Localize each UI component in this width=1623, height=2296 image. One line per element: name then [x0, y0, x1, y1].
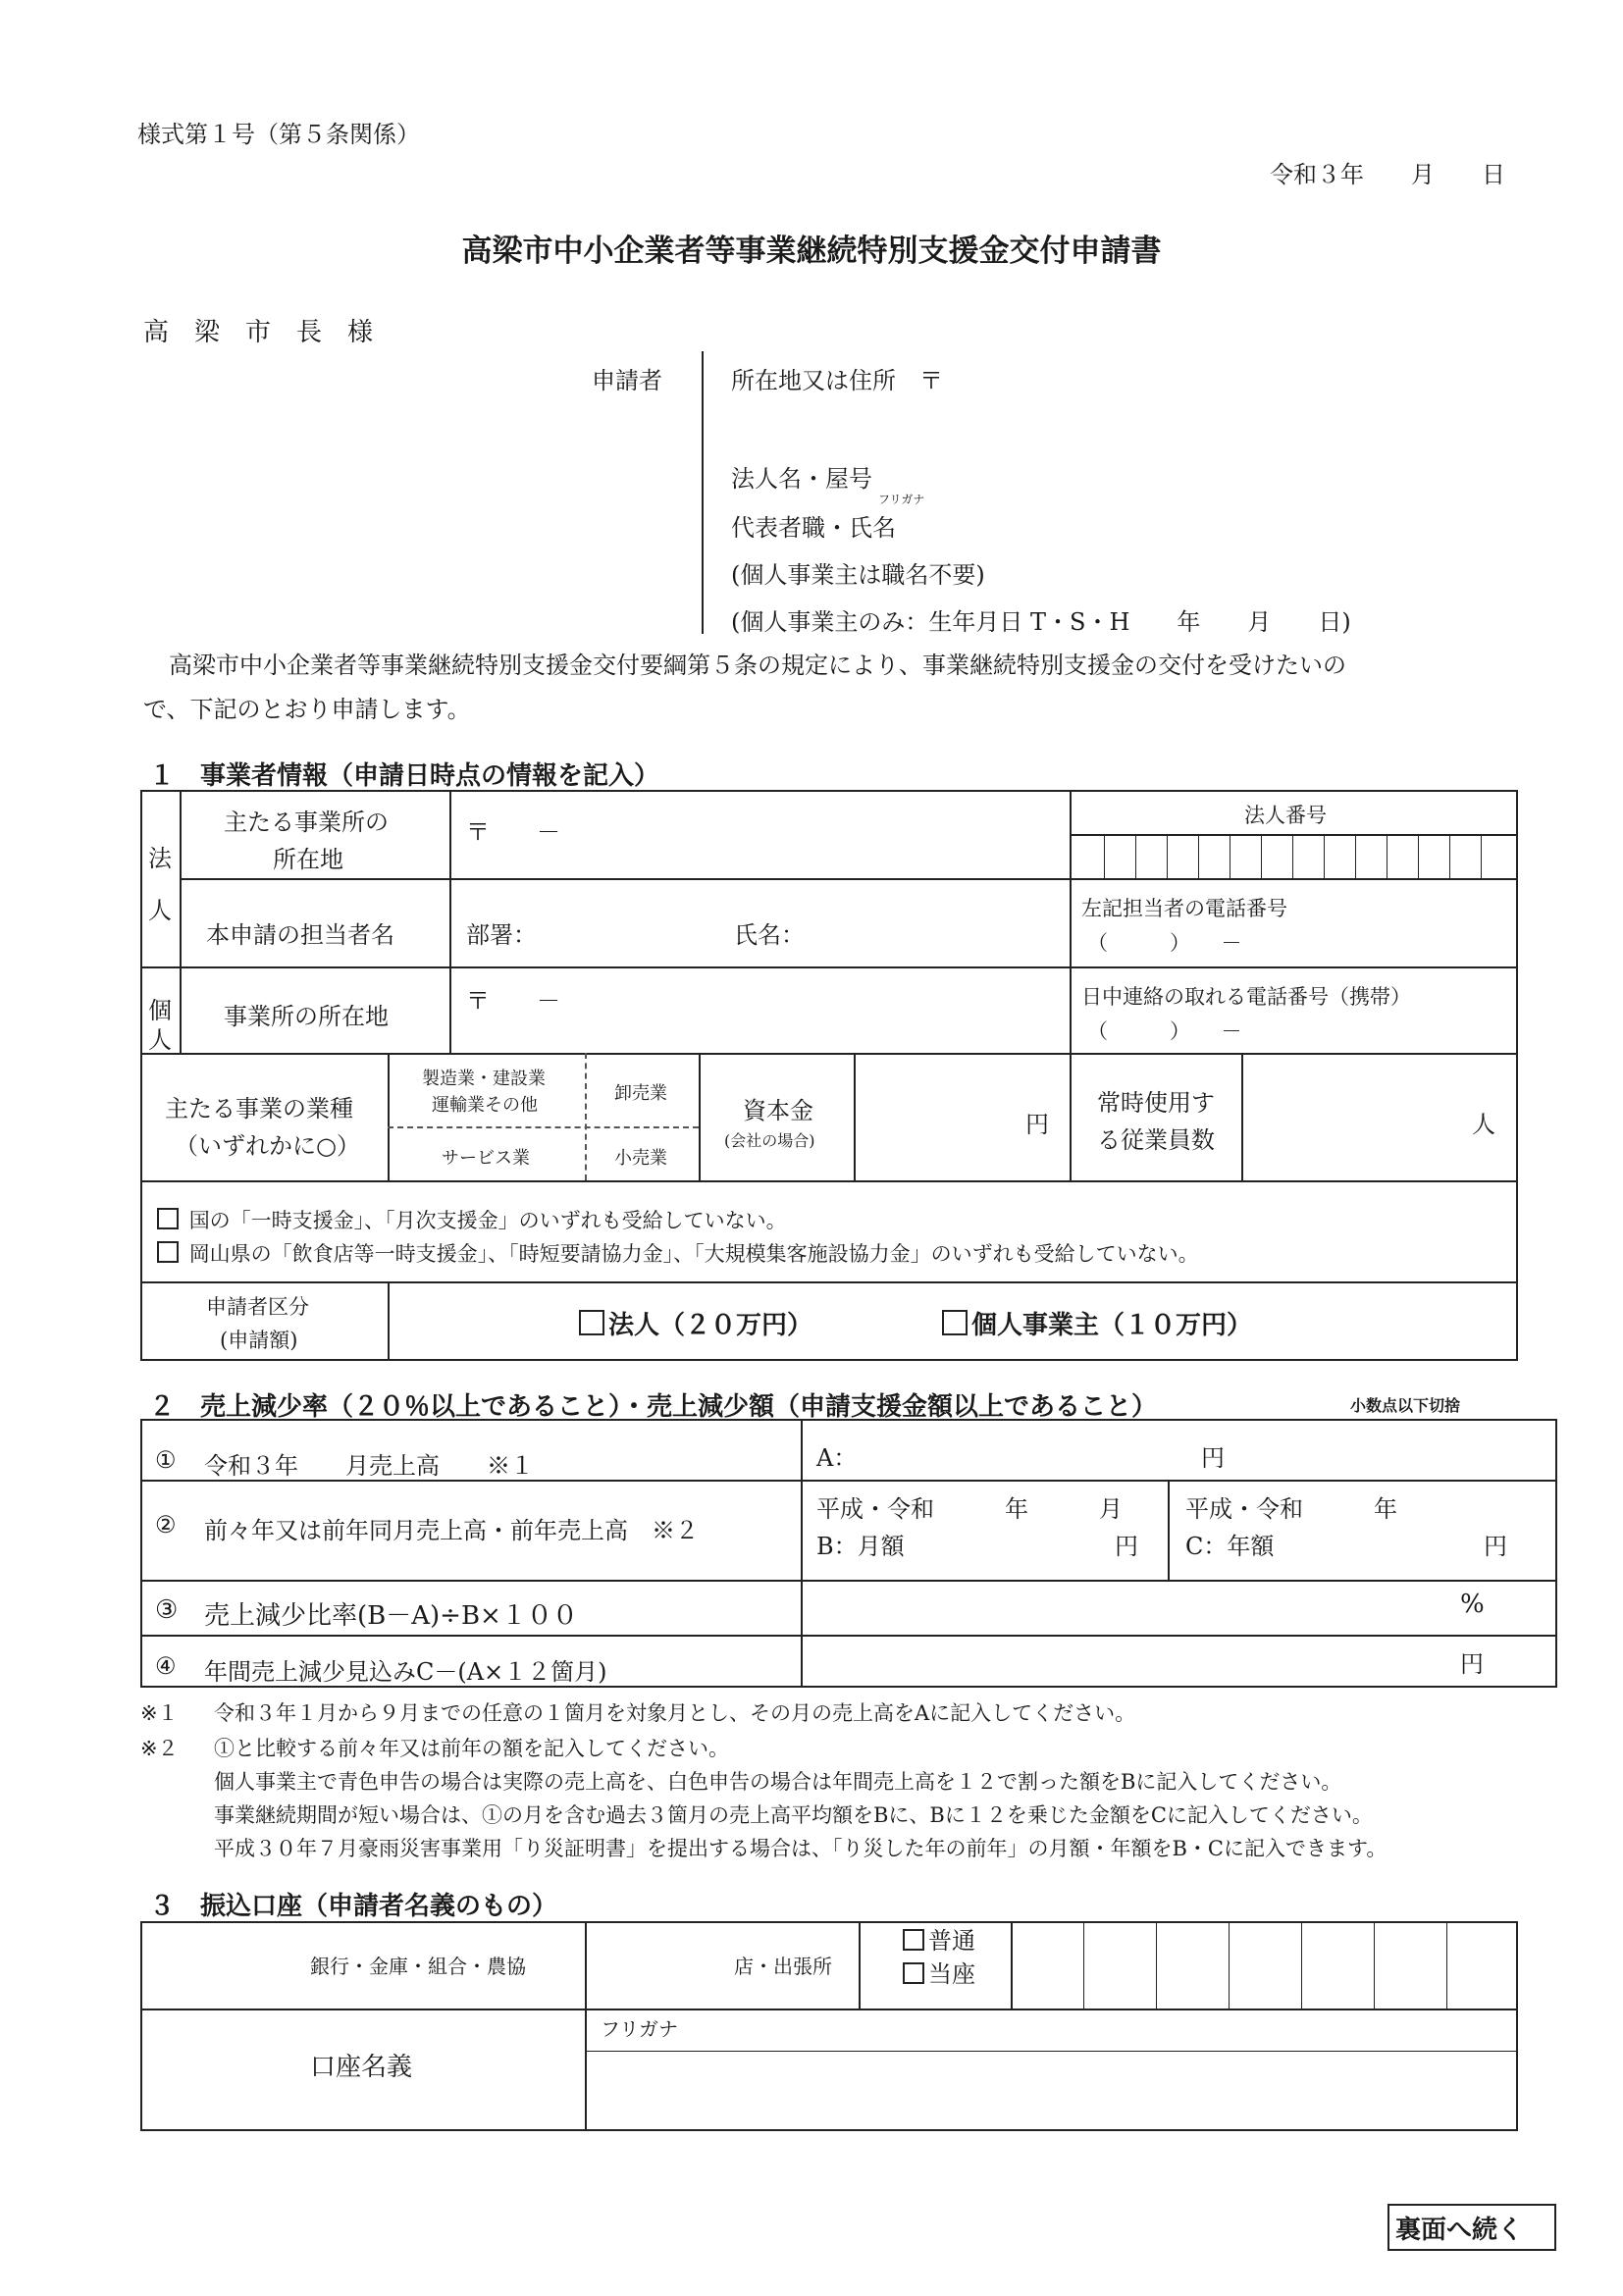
category-label-2: (申請額): [220, 1329, 298, 1352]
capital-unit: 円: [1025, 1111, 1049, 1138]
row3-unit: %: [1460, 1590, 1485, 1619]
employees-label-1: 常時使用す: [1097, 1089, 1215, 1117]
option-corporation[interactable]: [579, 1305, 812, 1341]
bank-name-field[interactable]: 銀行・金庫・組合・農協: [310, 1955, 526, 1978]
name-field[interactable]: 氏名：: [734, 921, 805, 949]
industry-wholesale[interactable]: 卸売業: [614, 1083, 667, 1104]
row2-b-unit: 円: [1115, 1533, 1138, 1560]
date-field[interactable]: 令和３年 月 日: [1270, 161, 1505, 188]
intro-line-2: で、下記のとおり申請します。: [143, 696, 471, 723]
account-holder-furigana[interactable]: フリガナ: [601, 2017, 678, 2041]
corp-number-label: 法人番号: [1244, 804, 1327, 827]
row2-era-year[interactable]: 平成・令和 年: [1185, 1495, 1397, 1523]
account-type-current[interactable]: [903, 1955, 975, 1989]
row1-a[interactable]: A：: [816, 1444, 858, 1472]
addressee: 高 梁 市 長 様: [143, 318, 374, 347]
kojin-label-1: 個: [148, 997, 172, 1024]
representative-field[interactable]: 代表者職・氏名: [731, 514, 896, 542]
industry-retail[interactable]: 小売業: [614, 1148, 667, 1169]
checkbox-icon[interactable]: [157, 1208, 179, 1229]
rounding-note: 小数点以下切捨: [1350, 1396, 1461, 1415]
industry-manufacturing[interactable]: 製造業・建設業: [422, 1069, 546, 1089]
row3-label: 売上減少比率(B－A)÷B×１００: [204, 1601, 578, 1631]
applicant-label: 申請者: [592, 367, 662, 394]
checkbox-icon[interactable]: [157, 1241, 179, 1263]
office-location-label: 事業所の所在地: [224, 1003, 389, 1030]
option-corporation-label: 法人（２０万円）: [608, 1311, 813, 1340]
checkbox-icon[interactable]: [903, 1962, 924, 1984]
row1-label: 令和３年 月売上高 ※１: [204, 1452, 534, 1480]
row2-c-unit: 円: [1484, 1533, 1507, 1560]
row4-label: 年間売上減少見込みC－(A×１２箇月): [204, 1658, 607, 1686]
note1-text: 令和３年１月から９月までの任意の１箇月を対象月とし、その月の売上高をAに記入してください。: [214, 1701, 1136, 1725]
kojin-label-2: 人: [148, 1026, 172, 1054]
row2-label: 前々年又は前年同月売上高・前年売上高 ※２: [204, 1517, 699, 1544]
note2-text-c: 事業継続期間が短い場合は、①の月を含む過去３箇月の売上高平均額をBに、Bに１２を乗じた金額をCに記入してください。: [214, 1803, 1373, 1827]
capital-sublabel: (会社の場合): [724, 1131, 815, 1150]
note2-text-a: ①と比較する前々年又は前年の額を記入してください。: [214, 1737, 729, 1760]
check-national-support[interactable]: [157, 1205, 787, 1234]
form-number: 様式第１号（第５条関係）: [137, 121, 420, 148]
furigana-note: フリガナ: [878, 493, 925, 506]
row3-number: ③: [155, 1595, 179, 1625]
industry-label-1: 主たる事業の業種: [165, 1095, 353, 1122]
section2-heading: ２ 売上減少率（２０％以上であること）・売上減少額（申請支援金額以上であること）: [149, 1392, 1158, 1422]
check-national-text: 国の「一時支援金」、「月次支援金」のいずれも受給していない。: [188, 1209, 787, 1232]
row2-c[interactable]: C：年額: [1185, 1533, 1275, 1560]
employees-unit: 人: [1472, 1111, 1495, 1138]
dept-field[interactable]: 部署：: [466, 921, 537, 949]
hojin-label-1: 法: [148, 845, 172, 872]
individual-note: (個人事業主は職名不要): [731, 561, 985, 589]
employees-label-2: る従業員数: [1097, 1126, 1215, 1154]
category-label-1: 申請者区分: [206, 1295, 309, 1319]
note2-text-d: 平成３０年７月豪雨災害事業用「り災証明書」を提出する場合は、「り災した年の前年」の月額・年額をB・Cに記入できます。: [214, 1837, 1387, 1860]
note2-mark: ※２: [140, 1737, 179, 1760]
account-type-ordinary[interactable]: [903, 1921, 975, 1956]
industry-label-2: （いずれかに○）: [175, 1132, 360, 1160]
checkbox-icon[interactable]: [579, 1310, 604, 1335]
industry-service[interactable]: サービス業: [442, 1148, 530, 1169]
checkbox-icon[interactable]: [903, 1929, 924, 1951]
birthdate-field[interactable]: (個人事業主のみ：生年月日 T・S・H 年 月 日): [731, 608, 1351, 636]
day-phone-label: 日中連絡の取れる電話番号（携帯）: [1081, 985, 1411, 1009]
option-individual[interactable]: [942, 1305, 1252, 1341]
contact-person-label: 本申請の担当者名: [206, 921, 394, 949]
continue-label: 裏面へ続く: [1395, 2216, 1524, 2245]
main-office-postal[interactable]: 〒 －: [466, 818, 560, 846]
account-type-current-label: 当座: [928, 1960, 975, 1988]
section1-heading: １ 事業者情報（申請日時点の情報を記入）: [149, 761, 660, 791]
row2-b[interactable]: B：月額: [816, 1533, 905, 1560]
row1-number: ①: [155, 1446, 177, 1474]
check-prefecture-text: 岡山県の「飲食店等一時支援金」、「時短要請協力金」、「大規模集客施設協力金」のいずれも受給していない。: [188, 1242, 1199, 1266]
business-info-table: [140, 790, 1518, 1361]
note1-mark: ※１: [140, 1701, 179, 1725]
phone-label: 左記担当者の電話番号: [1081, 897, 1287, 920]
capital-label: 資本金: [743, 1097, 813, 1124]
account-holder-label: 口座名義: [310, 2053, 413, 2082]
address-field[interactable]: 所在地又は住所 〒: [731, 367, 943, 394]
note2-text-b: 個人事業主で青色申告の場合は実際の売上高を、白色申告の場合は年間売上高を１２で割った額をBに記入してください。: [214, 1770, 1342, 1794]
industry-transport[interactable]: 運輸業その他: [432, 1095, 538, 1116]
row2-number: ②: [155, 1511, 177, 1539]
intro-line-1: 高梁市中小企業者等事業継続特別支援金交付要綱第５条の規定により、事業継続特別支援金の交付を受けたいの: [169, 652, 1346, 679]
check-prefecture-support[interactable]: [157, 1238, 1199, 1268]
office-postal[interactable]: 〒 －: [466, 987, 560, 1015]
applicant-brace: [702, 351, 704, 634]
main-office-label-2: 所在地: [273, 846, 343, 873]
row2-era-month[interactable]: 平成・令和 年 月: [816, 1495, 1123, 1523]
row1-unit: 円: [1201, 1444, 1225, 1472]
day-phone-field[interactable]: （ ） －: [1087, 1019, 1242, 1043]
main-office-label-1: 主たる事業所の: [224, 809, 389, 836]
section3-heading: ３ 振込口座（申請者名義のもの）: [149, 1892, 558, 1921]
branch-name-field[interactable]: 店・出張所: [734, 1955, 832, 1978]
option-individual-label: 個人事業主（１０万円）: [971, 1311, 1253, 1340]
phone-field[interactable]: （ ） －: [1087, 931, 1242, 955]
page-title: 高梁市中小企業者等事業継続特別支援金交付申請書: [461, 234, 1162, 269]
account-type-ordinary-label: 普通: [928, 1927, 975, 1955]
hojin-label-2: 人: [148, 897, 172, 924]
row4-unit: 円: [1460, 1650, 1484, 1678]
row4-number: ④: [155, 1652, 177, 1680]
company-field[interactable]: 法人名・屋号: [731, 465, 872, 493]
checkbox-icon[interactable]: [942, 1310, 968, 1335]
